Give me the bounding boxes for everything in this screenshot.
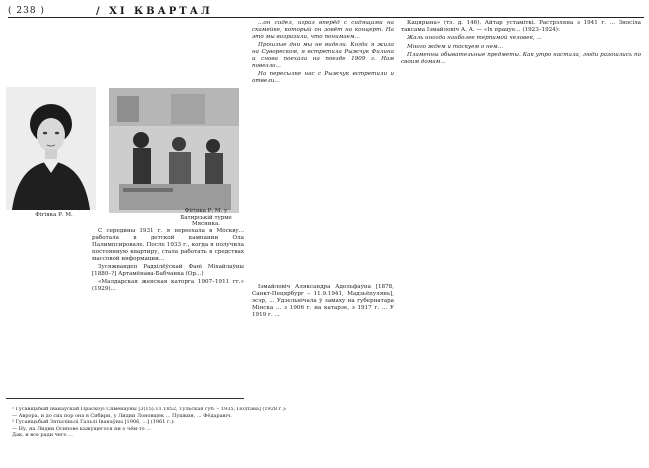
group-photo [109, 88, 239, 213]
footnote: Дак, и все ради чего ... [12, 432, 73, 438]
footnotes [12, 407, 632, 465]
column-right [401, 20, 641, 376]
photo-caption: Фігіяка Р. М. у Батирській турме Мясника. [180, 208, 232, 228]
footnote: — Ну, на Лидии Осипове кажущегося ни о чём-то ... [12, 425, 152, 432]
column-main-text [92, 228, 244, 378]
portrait-image [6, 87, 96, 210]
paragraph: Пламенны обывательные предметы. Как утро настала, люди разошлись по своим домам... [401, 52, 641, 66]
footnote: ² Гусавіцьбый Зятыліньлі Гальлі Іванаўны [1906, ...] (1961 г.): [12, 419, 175, 425]
page-number: ( 238 ) [8, 6, 45, 16]
footnote: — Аврора, и до сих пор она в Сибири, у Лидии Лоновщек ... Пушкин, ... Фёдаравіч. [12, 412, 232, 419]
paragraph: Ізмайловіч Аляксандра Адольфаўна [1878, Санкт-Пецярбург – 11.9.1941, Мадзьёпулянь], эсэр, ... Удзельнічала ў замаху на губернатара Мінска ... з 1906 г. на катарзе, з 1917 г. ... У 1919 г. ... [252, 284, 394, 318]
paragraph: С середины 1931 г. я переехала в Москву... работала в детской кампании Ола Палимпсировале. После 1933 г., когда я получила постоянную квартиру, стала работать в средствах массовой информации... [92, 228, 244, 262]
section-title: / XI КВАРТАЛ [96, 5, 213, 17]
photo-caption: Фігіяка Р. М. [35, 212, 73, 218]
paragraph: На пересылке нас с Рыжчук встретили и отвели... [252, 71, 394, 85]
footnote: ¹ Гусавіцьбый Іванаўскай Прaскоўі Сямёнаўны [3(15).11.1852, Тульская губ. – 1935, Полтава] (1928 г.): [12, 407, 287, 412]
portrait-photo [6, 87, 96, 210]
paragraph: Жаль иногда наиболее терпимой человек, ... [407, 35, 542, 42]
column-quote [252, 20, 394, 270]
paragraph: «Малдарская женская каторга 1907–1911 гг.» (1929)... [92, 279, 244, 293]
footnote-divider [6, 398, 244, 399]
paragraph: Кацярына» (тэ. д. 146). Айтар устаміткі. Растрэляна з 1941 г. ... Зносіла таксама Ізмайловіч А. А. — «Іх працуе... (1923–1924): [401, 20, 641, 33]
paragraph: Прошлые дни мы не видели. Когда я жила на Сувореском, я встретила Рыжчук Филина и снова поехала на поезде 1909 г. Нам повезло... [252, 42, 394, 69]
column-biography [252, 284, 394, 376]
header-rule [8, 17, 644, 18]
paragraph: ...он сидел, играл вперёд с сидящими на скамейке, который он зовёт на концерт. На это мы возразили, что понимаем... [252, 20, 394, 40]
page-header [8, 4, 644, 18]
paragraph: Зусяжвандеп Радхілёўскай Фані Міхайлаўны [1880–?] Артамёнава-Бабчанка (Ор...) [92, 264, 244, 277]
paragraph: Много ждем и тоскуем о нем... [407, 43, 503, 50]
group-image [109, 88, 239, 213]
